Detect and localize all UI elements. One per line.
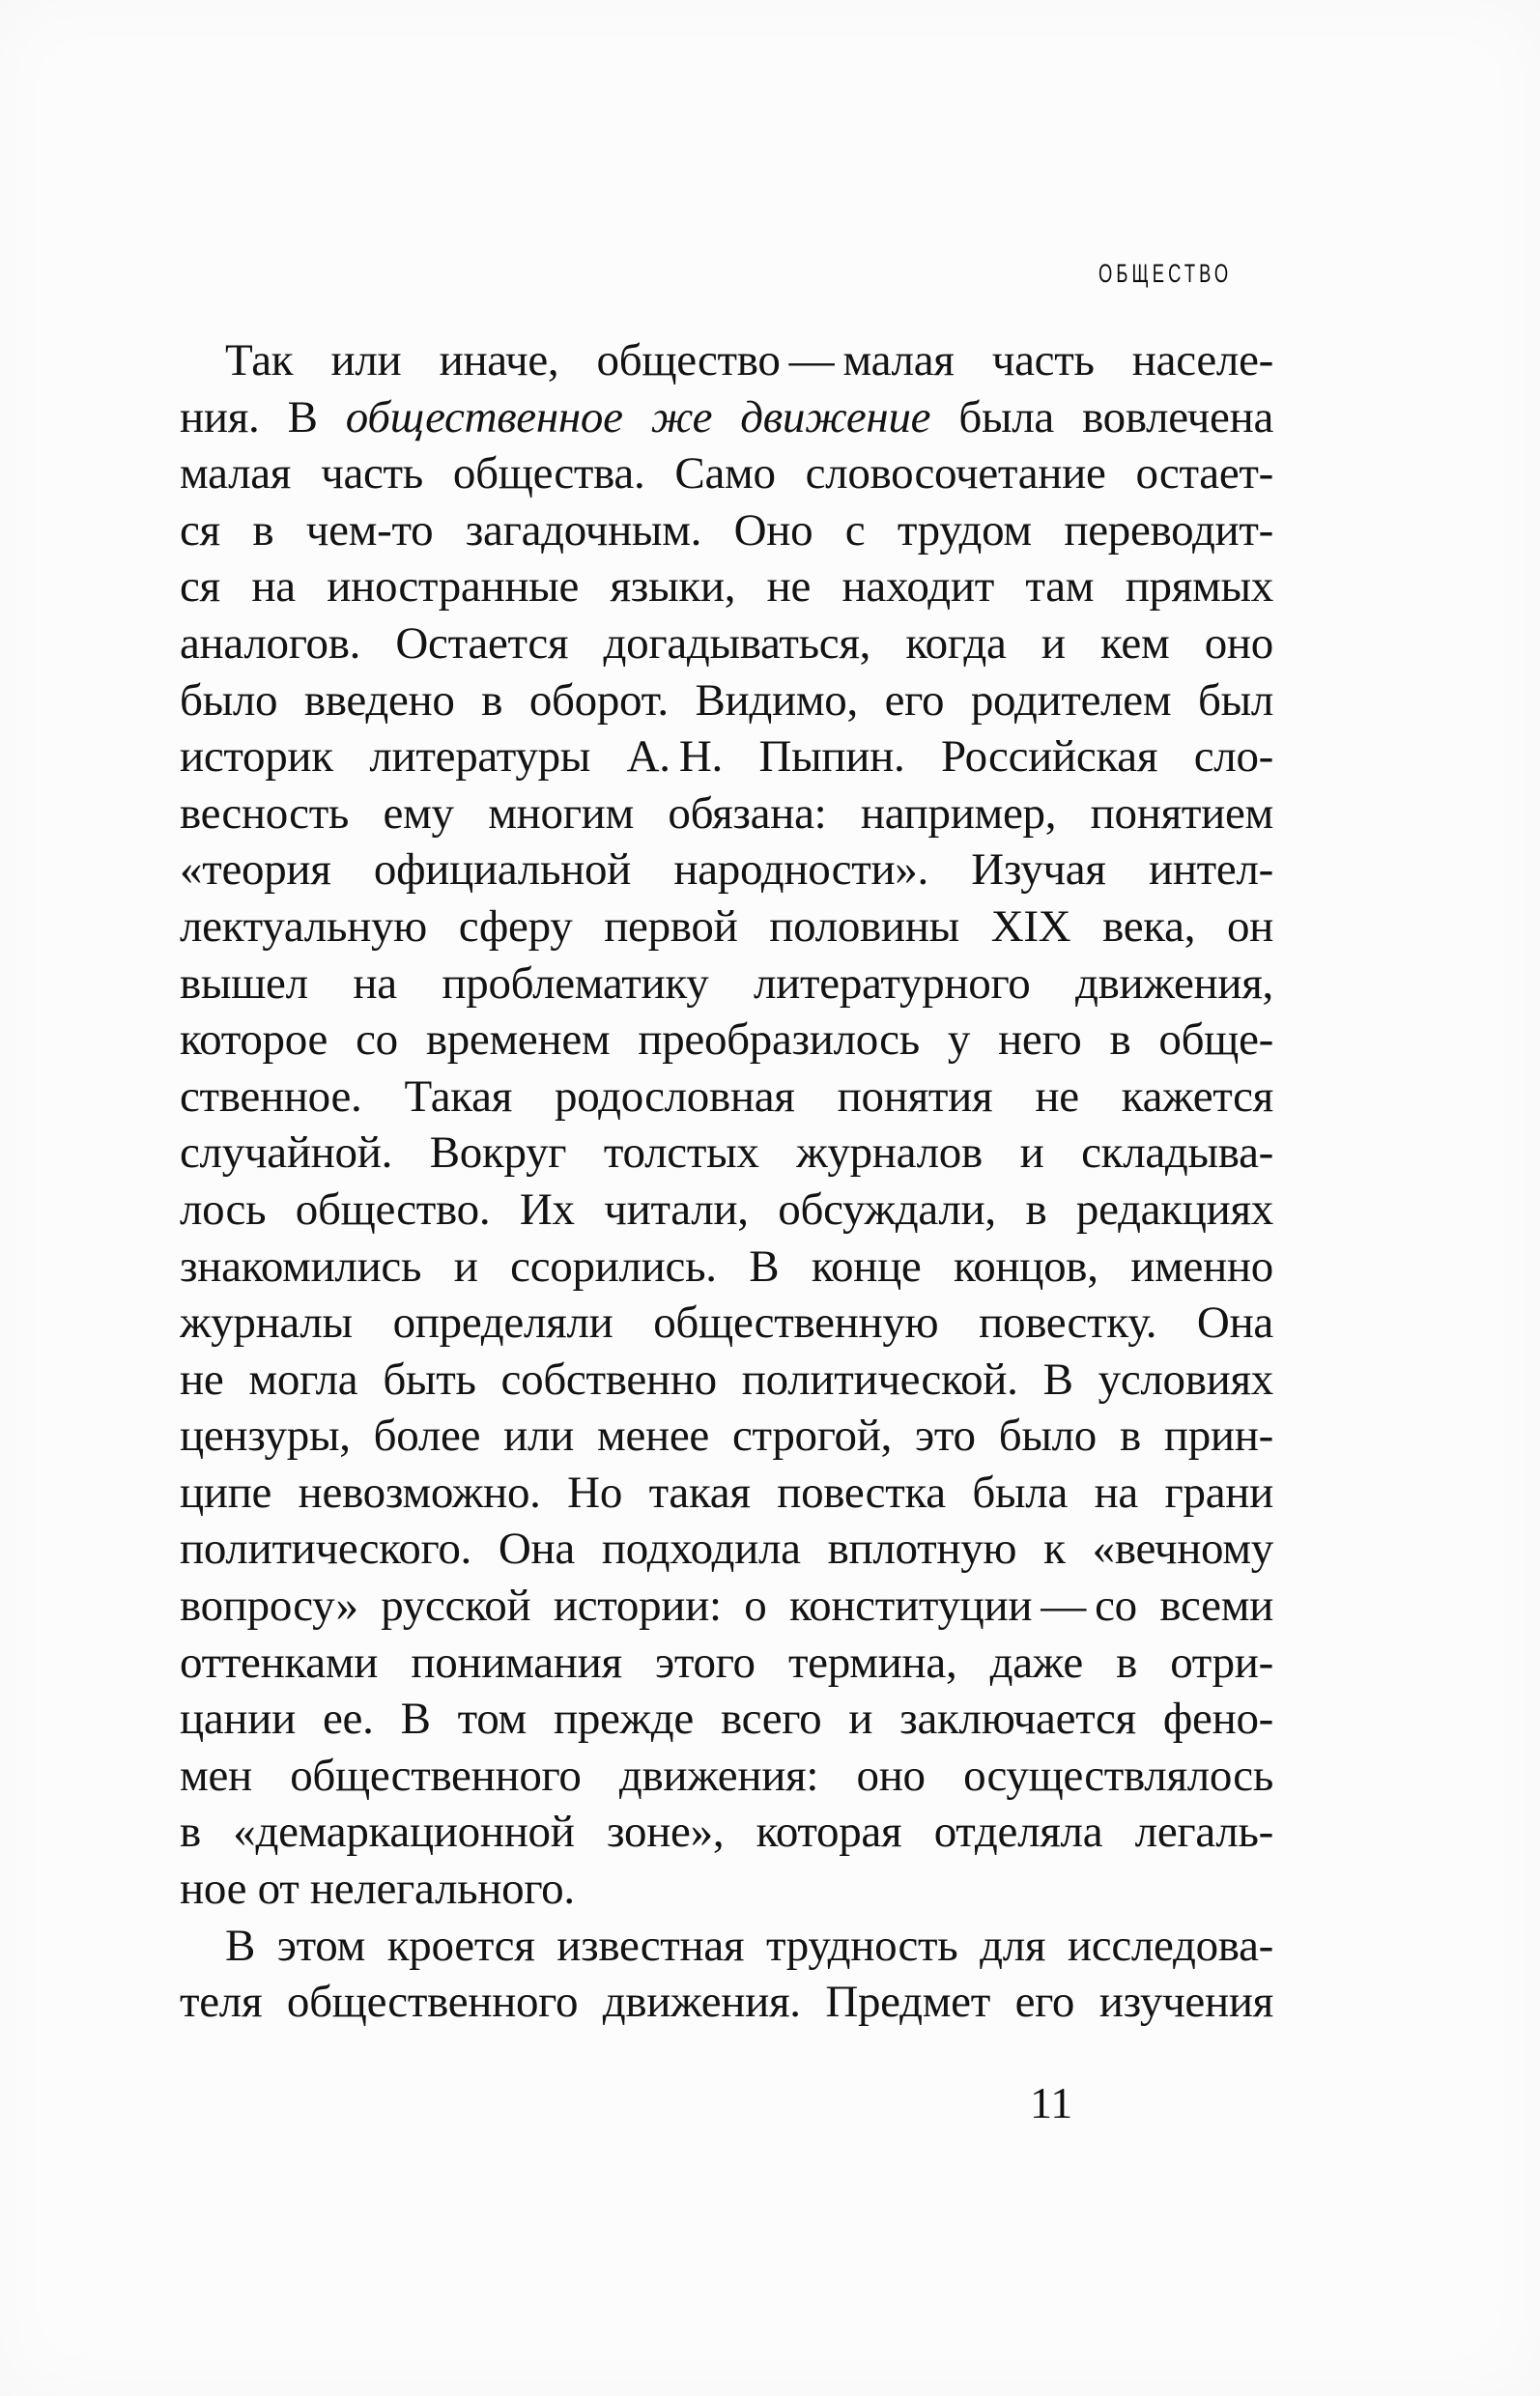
text-line bbox=[180, 1465, 1273, 1522]
running-header: ОБЩЕСТВО bbox=[1098, 259, 1233, 288]
text-segment: ное от нелегального. bbox=[180, 1864, 575, 1915]
text-segment: цании ее. В том прежде всего и заключается фено- bbox=[180, 1694, 1273, 1745]
text-segment: историк литературы А. Н. Пыпин. Российская сло- bbox=[180, 731, 1273, 783]
text-line bbox=[180, 1861, 1273, 1918]
text-line bbox=[180, 1182, 1273, 1239]
text-segment: Так или иначе, общество — малая часть населе- bbox=[225, 335, 1273, 385]
text-line bbox=[180, 1295, 1273, 1352]
text-line bbox=[180, 615, 1273, 672]
text-line bbox=[180, 502, 1273, 559]
text-segment: В этом кроется известная трудность для исследова- bbox=[225, 1920, 1273, 1971]
text-segment: случайной. Вокруг толстых журналов и складыва- bbox=[180, 1127, 1273, 1179]
text-segment: ся в чем-то загадочным. Оно с трудом переводит- bbox=[180, 504, 1273, 556]
text-segment: ния. В bbox=[180, 391, 346, 442]
page-number: 11 bbox=[1030, 2078, 1073, 2127]
text-segment: которое со временем преобразилось у него в обще- bbox=[180, 1014, 1273, 1066]
text-line bbox=[180, 1239, 1273, 1296]
text-line bbox=[180, 898, 1273, 956]
text-line bbox=[180, 1578, 1273, 1635]
text-segment: мен общественного движения: оно осуществлялось bbox=[180, 1750, 1273, 1801]
text-line bbox=[180, 445, 1273, 502]
text-line bbox=[180, 1125, 1273, 1182]
text-segment: лектуальную сферу первой половины XIX века, он bbox=[180, 900, 1273, 952]
text-line bbox=[180, 1804, 1273, 1861]
text-line bbox=[180, 841, 1273, 898]
text-segment: ся на иностранные языки, не находит там прямых bbox=[180, 561, 1273, 613]
text-line bbox=[180, 1635, 1273, 1692]
text-segment: вышел на проблематику литературного движения, bbox=[180, 957, 1273, 1009]
text-line bbox=[180, 1012, 1273, 1069]
text-line bbox=[180, 558, 1273, 615]
text-segment: аналогов. Остается догадываться, когда и кем оно bbox=[180, 617, 1273, 669]
text-segment: журналы определяли общественную повестку. Она bbox=[180, 1298, 1273, 1349]
text-line bbox=[180, 1918, 1273, 1975]
text-line bbox=[180, 1691, 1273, 1748]
text-line bbox=[180, 672, 1273, 729]
text-line bbox=[180, 956, 1273, 1013]
text-line bbox=[180, 389, 1273, 446]
text-line bbox=[180, 785, 1273, 842]
text-segment: в «демаркационной зоне», которая отделяла легаль- bbox=[180, 1807, 1273, 1858]
text-segment: цензуры, более или менее строгой, это было в прин- bbox=[180, 1411, 1273, 1462]
text-segment: малая часть общества. Само словосочетание остает- bbox=[180, 448, 1273, 499]
text-segment: весность ему многим обязана: например, понятием bbox=[180, 787, 1273, 839]
text-segment: ственное. Такая родословная понятия не кажется bbox=[180, 1070, 1273, 1122]
text-line bbox=[180, 1352, 1273, 1409]
text-line bbox=[180, 1748, 1273, 1805]
text-segment: было введено в оборот. Видимо, его родителем был bbox=[180, 674, 1273, 726]
italic-text-segment: общественное же движение bbox=[345, 391, 931, 442]
text-line bbox=[180, 1521, 1273, 1578]
text-line bbox=[180, 332, 1273, 389]
text-segment: оттенками понимания этого термина, даже в отри- bbox=[180, 1637, 1273, 1688]
text-segment: лось общество. Их читали, обсуждали, в редакциях bbox=[180, 1184, 1273, 1235]
text-segment: вопросу» русской истории: о конституции — со всеми bbox=[180, 1581, 1273, 1632]
text-line bbox=[180, 728, 1273, 785]
text-segment: ципе невозможно. Но такая повестка была на грани bbox=[180, 1467, 1273, 1518]
body-text bbox=[180, 332, 1273, 2031]
text-line bbox=[180, 1974, 1273, 2031]
text-segment: «теория официальной народности». Изучая интел- bbox=[180, 844, 1273, 896]
text-segment: политического. Она подходила вплотную к «вечному bbox=[180, 1524, 1273, 1575]
text-segment: не могла быть собственно политической. В условиях bbox=[180, 1354, 1273, 1405]
text-line bbox=[180, 1069, 1273, 1126]
text-segment: знакомились и ссорились. В конце концов, именно bbox=[180, 1241, 1273, 1292]
text-line bbox=[180, 1408, 1273, 1465]
text-segment: была вовлечена bbox=[930, 391, 1273, 442]
text-segment: теля общественного движения. Предмет его изучения bbox=[180, 1977, 1273, 2028]
